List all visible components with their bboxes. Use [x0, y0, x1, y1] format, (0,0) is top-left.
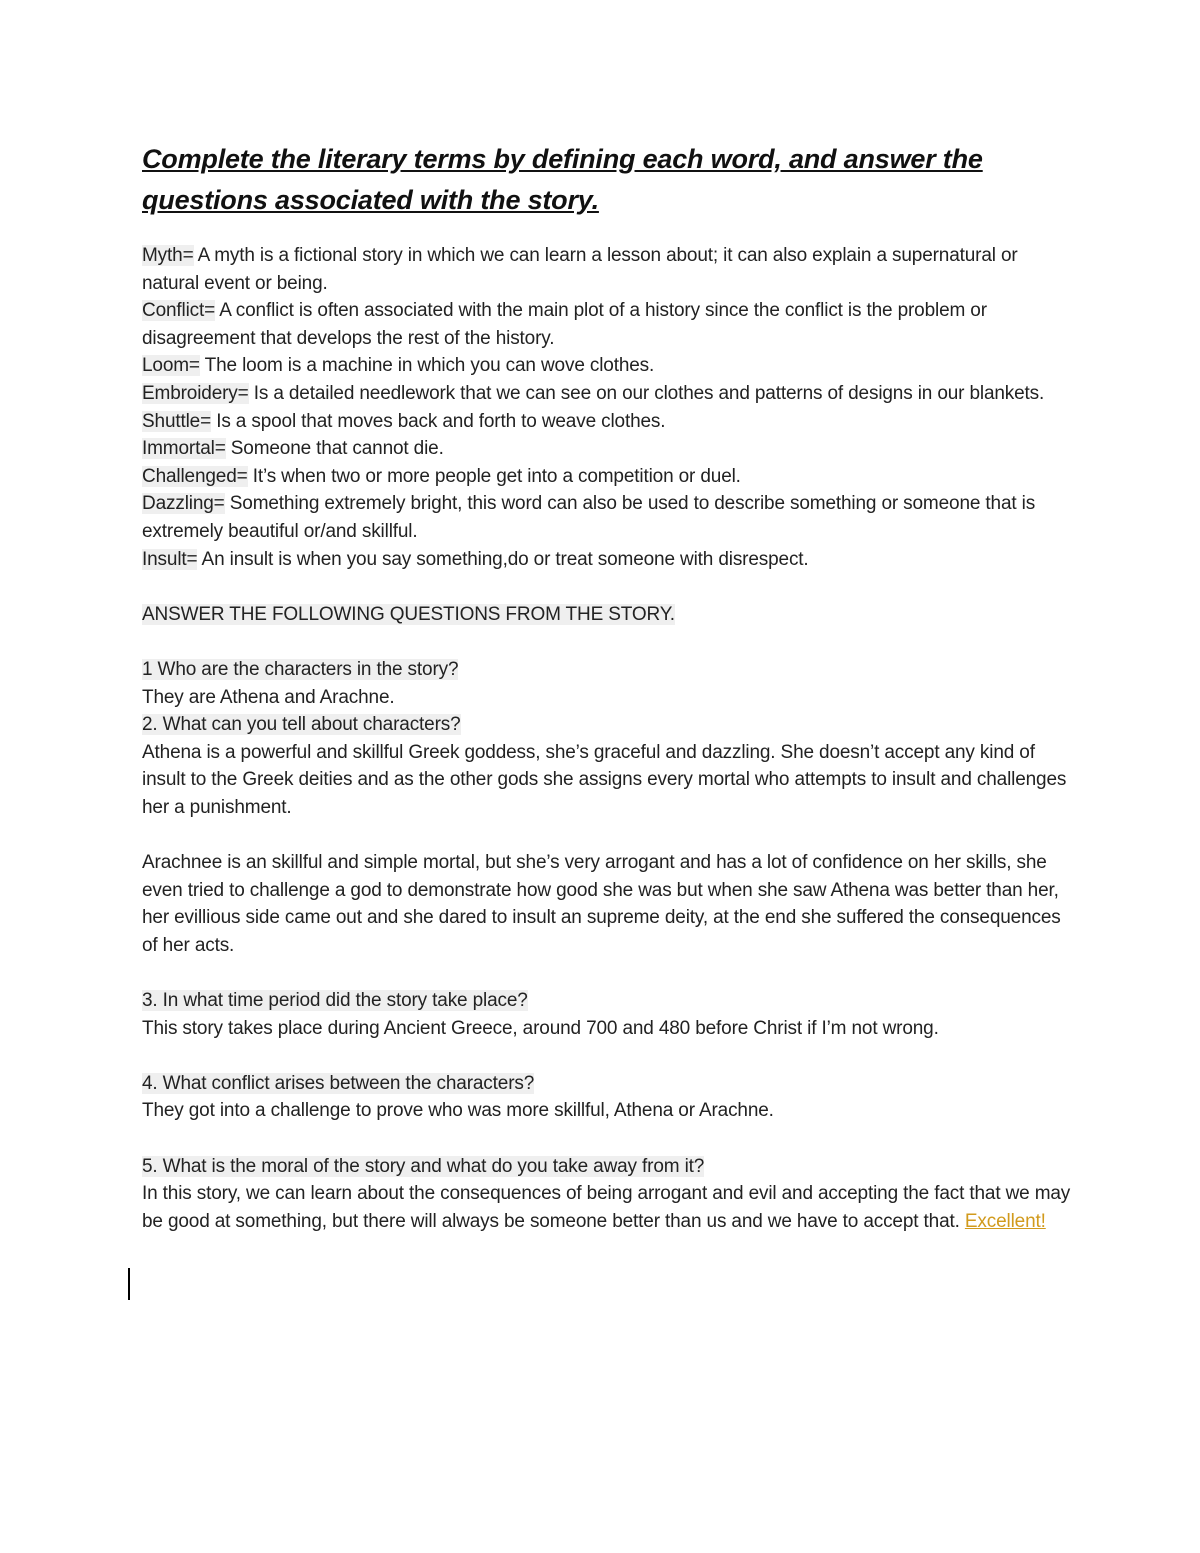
- answer-5: [142, 1180, 1072, 1235]
- term-label: Insult=: [142, 548, 198, 570]
- term-definition: A myth is a fictional story in which we can learn a lesson about; it can also explain a supernatural or natural event or being.: [142, 245, 1018, 294]
- question-text: 5. What is the moral of the story and what do you take away from it?: [142, 1155, 705, 1177]
- document-page: [142, 139, 1072, 1235]
- definition-loom: [142, 352, 1072, 380]
- spacer: [142, 573, 1072, 601]
- definition-myth: [142, 242, 1072, 297]
- answer-1: They are Athena and Arachne.: [142, 686, 395, 708]
- definition-conflict: [142, 297, 1072, 352]
- term-definition: Someone that cannot die.: [225, 438, 444, 460]
- spacer: [142, 1042, 1072, 1070]
- teacher-comment-link[interactable]: Excellent!: [964, 1210, 1046, 1232]
- spacer: [142, 959, 1072, 987]
- definition-dazzling: [142, 490, 1072, 545]
- definition-immortal: [142, 435, 1072, 463]
- questions-heading: [142, 601, 1072, 629]
- answer-3: This story takes place during Ancient Greece, around 700 and 480 before Christ if I’m not wrong.: [142, 1017, 939, 1039]
- term-label: Embroidery=: [142, 382, 249, 404]
- question-3: [142, 987, 1072, 1015]
- question-2: [142, 711, 1072, 739]
- term-label: Conflict=: [142, 300, 216, 322]
- term-label: Myth=: [142, 245, 194, 266]
- spacer: [142, 1125, 1072, 1153]
- definitions-list: [142, 242, 1072, 1235]
- definition-embroidery: [142, 380, 1072, 408]
- definition-challenged: [142, 463, 1072, 491]
- term-definition: Is a spool that moves back and forth to weave clothes.: [211, 410, 666, 432]
- answer-2-continued: Arachnee is an skillful and simple mortal, but she’s very arrogant and has a lot of confidence on her skills, she even tried to challenge a god to demonstrate how good she was but when she saw Athena was better than her, her evillious side came out and she dared to insult an supreme deity, at the end she suffered the consequences of her acts.: [142, 852, 1061, 956]
- question-1: [142, 656, 1072, 684]
- spacer: [142, 628, 1072, 656]
- term-definition: It’s when two or more people get into a competition or duel.: [247, 465, 741, 487]
- term-label: Immortal=: [142, 438, 226, 460]
- term-label: Shuttle=: [142, 410, 212, 432]
- term-definition: The loom is a machine in which you can wove clothes.: [199, 355, 655, 377]
- question-5: [142, 1153, 1072, 1181]
- definition-insult: [142, 546, 1072, 574]
- question-text: 3. In what time period did the story take place?: [142, 990, 528, 1012]
- term-definition: An insult is when you say something,do or treat someone with disrespect.: [197, 548, 809, 570]
- question-text: 2. What can you tell about characters?: [142, 714, 461, 736]
- answer-4: They got into a challenge to prove who was more skillful, Athena or Arachne.: [142, 1100, 774, 1122]
- document-title: Complete the literary terms by defining each word, and answer the questions associated with the story.: [142, 144, 983, 215]
- term-definition: Is a detailed needlework that we can see on our clothes and patterns of designs in our blankets.: [248, 382, 1045, 404]
- definition-shuttle: [142, 408, 1072, 436]
- answer-5-text: In this story, we can learn about the consequences of being arrogant and evil and accepting the fact that we may be good at something, but there will always be someone better than us and we have to accept that.: [142, 1183, 1071, 1232]
- term-definition: Something extremely bright, this word can also be used to describe something or someone that is extremely beautiful or/and skillful.: [142, 493, 1036, 542]
- question-text: 4. What conflict arises between the characters?: [142, 1072, 535, 1094]
- term-definition: A conflict is often associated with the main plot of a history since the conflict is the problem or disagreement that develops the rest of the history.: [142, 300, 987, 349]
- term-label: Challenged=: [142, 465, 248, 487]
- term-label: Loom=: [142, 355, 200, 377]
- text-cursor: [128, 1268, 130, 1300]
- questions-heading-text: ANSWER THE FOLLOWING QUESTIONS FROM THE STORY.: [142, 603, 675, 625]
- spacer: [142, 821, 1072, 849]
- question-4: [142, 1070, 1072, 1098]
- answer-2: Athena is a powerful and skillful Greek goddess, she’s graceful and dazzling. She doesn’t accept any kind of insult to the Greek deities and as the other gods she assigns every mortal who attempts to insult and challenges her a punishment.: [142, 741, 1067, 818]
- term-label: Dazzling=: [142, 493, 225, 515]
- question-text: 1 Who are the characters in the story?: [142, 658, 459, 680]
